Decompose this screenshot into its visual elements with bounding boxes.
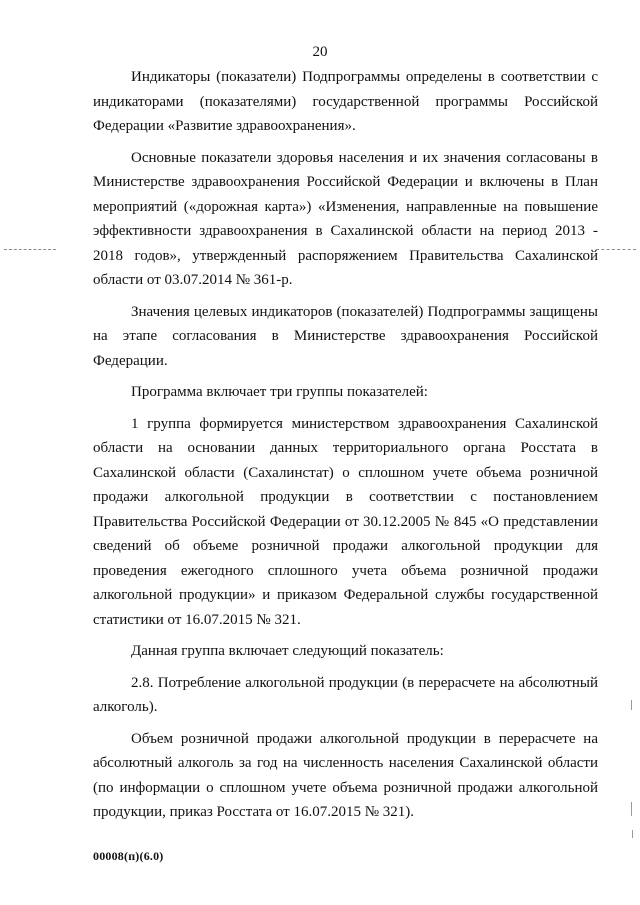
paragraph-target-values: Значения целевых индикаторов (показателей) Подпрограммы защищены на этапе согласования в Министерстве здравоохранения Российской Федерации. (93, 303, 598, 369)
paragraph-indicators-defined: Индикаторы (показатели) Подпрограммы определены в соответствии с индикаторами (показателями) государственной программы Российской Федерации «Развитие здравоохранения». (93, 69, 598, 134)
page-number: 20 (312, 44, 328, 60)
paragraph-health-indicators: Основные показатели здоровья населения и их значения согласованы в Министерстве здравоохранения Российской Федерации и включены в План мероприятий («дорожная карта») «Изменения, направленные на повышение эффективности здравоохранения в Сахалинской области на период 2013 - 2018 годов», утвержденный распоряжением Правительства Сахалинской области от 03.07.2014 № 361-р. (93, 149, 598, 288)
scan-artifact-margin-1 (631, 700, 632, 710)
scan-artifact-margin-3 (632, 830, 633, 838)
document-footer-code: 00008(п)(6.0) (93, 849, 164, 863)
scan-artifact-margin-2 (631, 802, 632, 816)
document-body (93, 65, 598, 825)
paragraph-group-one: 1 группа формируется министерством здравоохранения Сахалинской области на основании данных территориального органа Росстата в Сахалинской области (Сахалинстат) о сплошном учете объема розничной продажи алкогольной продукции в соответствии с постановлением Правительства Российской Федерации от 30.12.2005 № 845 «О представлении сведений об объеме розничной продажи алкогольной продукции для проведения ежегодного сплошного учета объема розничной продажи алкогольной продукции» и приказом Федеральной службы государственной статистики от 16.07.2015 № 321. (93, 415, 598, 628)
paragraph-retail-volume: Объем розничной продажи алкогольной продукции в перерасчете на абсолютный алкоголь за год на численность населения Сахалинской области (по информации о сплошном учете объема розничной продажи алкогольной продукции, приказ Росстата от 16.07.2015 № 321). (93, 730, 598, 820)
paragraph-three-groups: Программа включает три группы показателей: (131, 384, 428, 400)
scan-artifact-left (4, 249, 56, 250)
paragraph-indicator-2-8: 2.8. Потребление алкогольной продукции (в перерасчете на абсолютный алкоголь). (93, 674, 598, 715)
paragraph-group-includes: Данная группа включает следующий показатель: (131, 643, 444, 659)
scan-artifact-right (596, 249, 636, 250)
